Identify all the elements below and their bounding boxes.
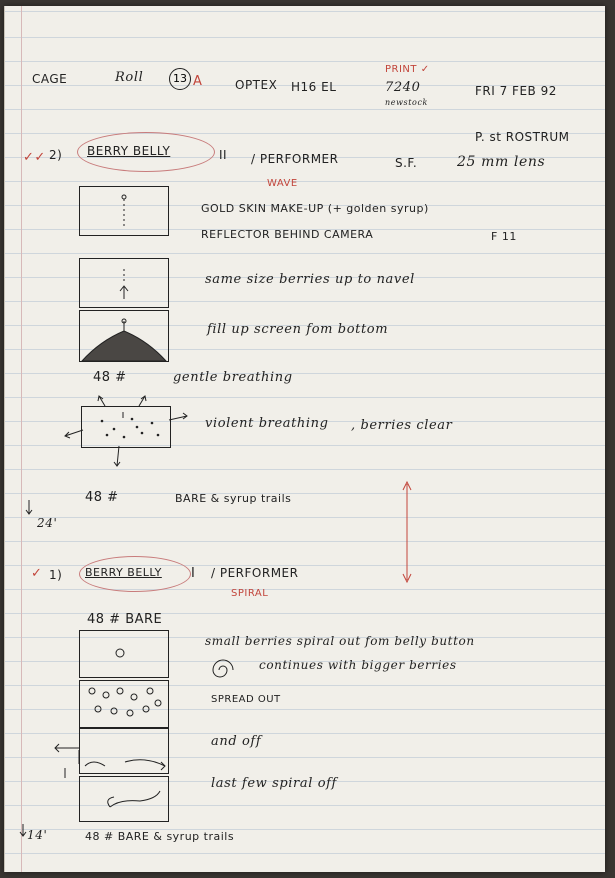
roll-label: Roll: [115, 70, 144, 85]
shot1-title: BERRY BELLY: [85, 566, 162, 579]
frame-2-drawing: [80, 259, 168, 307]
note-spread-out: SPREAD OUT: [211, 694, 281, 705]
shot2-lens: 25 mm lens: [457, 154, 546, 170]
stock-note: newstock: [385, 98, 428, 107]
shot2-number: 2): [49, 148, 63, 162]
shot1-performer: / PERFORMER: [211, 566, 299, 580]
shot1-footage: 14': [27, 828, 48, 842]
storyboard-frame-6: [79, 680, 169, 728]
shot2-title: BERRY BELLY: [87, 144, 171, 158]
shot1-roman: I: [191, 566, 196, 581]
roll-suffix: A: [193, 74, 203, 89]
rostrum-label: P. st ROSTRUM: [475, 130, 570, 144]
storyboard-frame-1: [79, 186, 169, 236]
frame-8-drawing: [80, 777, 168, 821]
stock-number: 7240: [385, 80, 421, 95]
frame-6-drawing: [80, 681, 168, 727]
note-continues: continues with bigger berries: [259, 658, 457, 672]
note-fstop: F 11: [491, 230, 517, 243]
note-and-off: and off: [211, 734, 262, 749]
camera-label: OPTEX: [235, 78, 278, 92]
cage-label: CAGE: [32, 72, 68, 86]
roll-number: 13: [169, 68, 191, 90]
storyboard-frame-4: [81, 406, 171, 448]
note-violent: violent breathing: [205, 416, 329, 431]
shot2-performer: / PERFORMER: [251, 152, 339, 166]
shot1-number: 1): [49, 568, 63, 582]
note-reflector: REFLECTOR BEHIND CAMERA: [201, 228, 374, 241]
note-fill-up: fill up screen fom bottom: [207, 322, 389, 337]
shot2-footage: 24': [37, 516, 58, 530]
shot2-count2: 48 #: [85, 490, 119, 505]
shot2-roman: II: [219, 148, 228, 162]
shot2-check: ✓✓: [23, 150, 46, 165]
shot1-subtitle: SPIRAL: [231, 588, 269, 599]
shot1-count-top: 48 # BARE: [87, 612, 163, 627]
frame-3-drawing: [80, 311, 168, 361]
shot2-sf: S.F.: [395, 156, 418, 170]
storyboard-frame-8: [79, 776, 169, 822]
frame-4-drawing: [82, 407, 170, 447]
storyboard-frame-7: [79, 728, 169, 774]
note-bare-syrup: BARE & syrup trails: [175, 492, 292, 505]
note-gentle: gentle breathing: [173, 370, 293, 385]
storyboard-frame-3: [79, 310, 169, 362]
shot2-subtitle: WAVE: [267, 178, 298, 189]
margin-line: [21, 6, 22, 872]
note-small-berries: small berries spiral out fom belly button: [205, 634, 475, 648]
note-same-size: same size berries up to navel: [205, 272, 415, 287]
storyboard-frame-5: [79, 630, 169, 678]
frame-5-drawing: [80, 631, 168, 677]
note-gold-skin: GOLD SKIN MAKE-UP (+ golden syrup): [201, 202, 429, 215]
shot2-count1: 48 #: [93, 370, 127, 385]
note-last-few: last few spiral off: [211, 776, 337, 791]
shot1-bottom-note: 48 # BARE & syrup trails: [85, 830, 235, 843]
print-label: PRINT ✓: [385, 64, 430, 75]
note-berries-clear: , berries clear: [351, 418, 453, 433]
date-label: FRI 7 FEB 92: [475, 84, 557, 98]
frame-1-drawing: [80, 187, 168, 235]
notebook-page: [4, 6, 605, 872]
storyboard-frame-2: [79, 258, 169, 308]
shot1-check: ✓: [31, 566, 43, 581]
camera-model: H16 EL: [291, 80, 337, 94]
